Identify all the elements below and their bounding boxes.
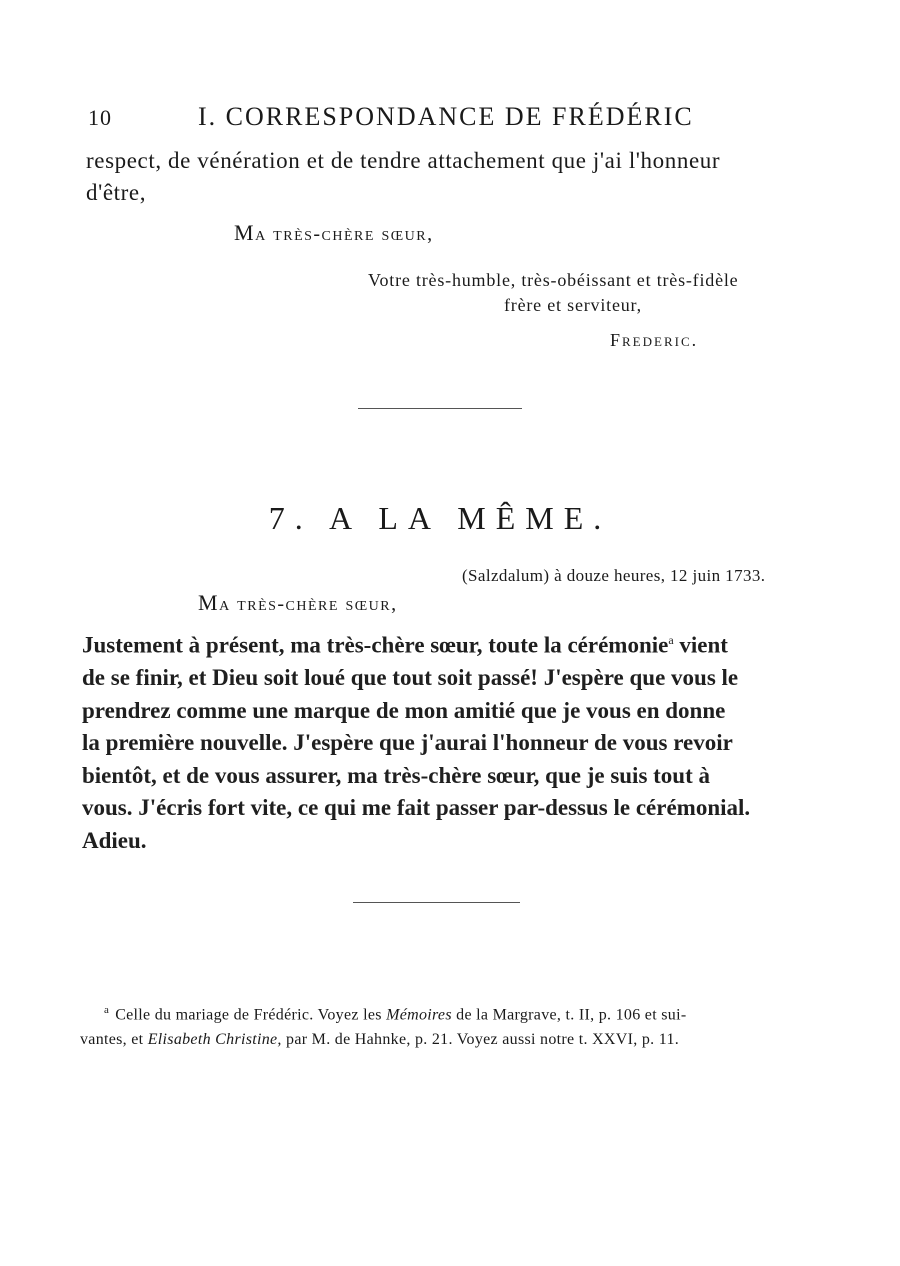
- footnote-italic-title: Elisabeth Christine,: [147, 1031, 282, 1049]
- previous-salutation: [234, 220, 434, 246]
- salutation-initial: M: [198, 590, 220, 615]
- closing-line-2: frère et serviteur,: [504, 295, 642, 315]
- letter-line-7: [82, 825, 800, 858]
- salutation-text: a très-chère sœur,: [219, 593, 398, 615]
- footnote: [80, 998, 796, 1052]
- footnote-text: Celle du mariage de Frédéric. Voyez les: [115, 1006, 387, 1024]
- dateline: (Salzdalum) à douze heures, 12 juin 1733.: [462, 566, 766, 585]
- letter-line-2-text: de se finir, et Dieu soit loué que tout soit passé! J'espère que vous le: [82, 665, 739, 691]
- section-divider-top: [358, 408, 522, 409]
- previous-letter-line-1: respect, de vénération et de tendre attachement que j'ai l'honneur: [86, 148, 721, 173]
- footnote-line-2: [80, 1027, 796, 1052]
- page-number: 10: [88, 105, 112, 130]
- footnote-mark: a: [104, 1004, 110, 1016]
- letter-line-2: [82, 662, 800, 695]
- letter-line-6: [82, 792, 800, 825]
- previous-letter-line-2: d'être,: [86, 180, 147, 205]
- footnote-text: par M. de Hahnke, p. 21. Voyez aussi notre t. XXVI, p. 11.: [281, 1031, 680, 1049]
- letter-line-7-text: Adieu.: [82, 827, 147, 853]
- letter-line-6-text: vous. J'écris fort vite, ce qui me fait passer par-dessus le cérémonial.: [82, 795, 751, 821]
- footnote-text: vantes, et: [80, 1031, 148, 1049]
- running-title: I. CORRESPONDANCE DE FRÉDÉRIC: [198, 102, 694, 131]
- salutation-text: a très-chère sœur,: [255, 223, 434, 245]
- letter-line-1: [82, 624, 800, 662]
- letter-line-5: [82, 760, 800, 793]
- signature: Frederic.: [610, 330, 699, 350]
- letter-heading: 7. A LA MÊME.: [268, 500, 612, 536]
- letter-line-4-text: la première nouvelle. J'espère que j'aurai l'honneur de vous revoir: [82, 730, 733, 756]
- letter-line-4: [82, 727, 800, 760]
- letter-line-3-text: prendrez comme une marque de mon amitié que je vous en donne: [82, 697, 726, 723]
- letter-line-5-text: bientôt, et de vous assurer, ma très-chère sœur, que je suis tout à: [82, 762, 711, 788]
- letter-body: [82, 624, 800, 857]
- footnote-line-1: [80, 998, 796, 1027]
- closing-line-1: Votre très-humble, très-obéissant et très-fidèle: [368, 270, 739, 290]
- letter-line-1-tail: vient: [679, 632, 728, 658]
- letter-line-3: [82, 695, 800, 728]
- salutation-initial: M: [234, 220, 256, 245]
- letter-salutation: [198, 590, 398, 616]
- footnote-reference[interactable]: a: [668, 633, 674, 647]
- footnote-text: de la Margrave, t. II, p. 106 et sui-: [451, 1006, 687, 1024]
- section-divider-bottom: [353, 902, 520, 903]
- footnote-italic-title: Mémoires: [386, 1006, 452, 1024]
- letter-line-1-text: Justement à présent, ma très-chère sœur, toute la cérémonie: [82, 632, 669, 658]
